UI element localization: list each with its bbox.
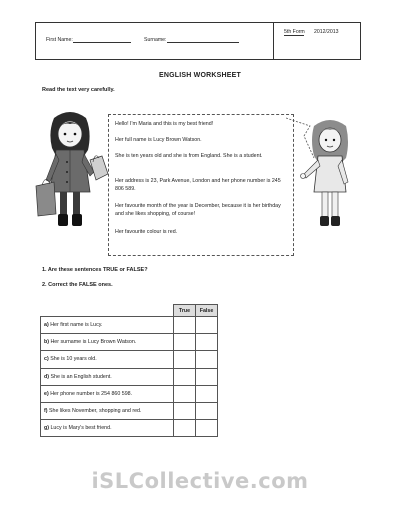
statement-text: She is an English student. xyxy=(50,373,112,380)
surname-label: Surname: xyxy=(144,37,167,43)
true-answer-cell[interactable] xyxy=(174,385,196,402)
false-answer-cell[interactable] xyxy=(196,351,218,368)
first-name-field[interactable] xyxy=(46,37,131,43)
form-label: 5th Form xyxy=(284,29,305,35)
statement-text: Lucy is Mary's best friend. xyxy=(50,425,112,432)
statement-cell xyxy=(41,402,174,419)
false-answer-cell[interactable] xyxy=(196,317,218,334)
page-title: ENGLISH WORKSHEET xyxy=(159,72,241,79)
statement-letter: e) xyxy=(44,390,49,397)
header-divider xyxy=(273,23,274,59)
text-paragraph: Her address is 23, Park Avenue, London and her phone number is 245 806 589. xyxy=(115,178,281,193)
true-answer-cell[interactable] xyxy=(174,402,196,419)
true-answer-cell[interactable] xyxy=(174,351,196,368)
true-column-header: True xyxy=(174,305,196,317)
table-row xyxy=(41,334,218,351)
instruction: Read the text very carefully. xyxy=(42,87,115,93)
text-paragraph: She is ten years old and she is from England. She is a student. xyxy=(115,153,263,159)
statement-cell xyxy=(41,351,174,368)
first-name-label: First Name: xyxy=(46,37,73,43)
false-column-header: False xyxy=(196,305,218,317)
text-paragraph: Her favourite colour is red. xyxy=(115,229,178,235)
statement-letter: f) xyxy=(44,408,48,415)
table-header-blank xyxy=(41,305,174,317)
site-watermark: iSLCollective.com xyxy=(91,469,309,493)
statement-text: Her phone number is 254 860 598. xyxy=(50,390,133,397)
statement-text: Her surname is Lucy Brown Watson. xyxy=(50,339,137,346)
school-year: 2012/2013 xyxy=(314,29,339,35)
text-paragraph: Her full name is Lucy Brown Watson. xyxy=(115,137,202,143)
false-answer-cell[interactable] xyxy=(196,385,218,402)
statement-cell xyxy=(41,385,174,402)
form-underline xyxy=(284,35,304,36)
girl-with-shopping-bags-illustration xyxy=(32,110,110,232)
text-paragraph: Hello! I'm Maria and this is my best friend! xyxy=(115,121,214,127)
statement-letter: d) xyxy=(44,373,49,380)
statement-cell xyxy=(41,420,174,437)
surname-field[interactable] xyxy=(144,37,239,43)
false-answer-cell[interactable] xyxy=(196,420,218,437)
statement-text: Her first name is Lucy. xyxy=(50,322,103,329)
false-answer-cell[interactable] xyxy=(196,368,218,385)
false-answer-cell[interactable] xyxy=(196,334,218,351)
table-row xyxy=(41,368,218,385)
girl-pointing-illustration xyxy=(300,116,360,230)
table-header-row xyxy=(41,305,218,317)
statement-text: She likes November, shopping and red. xyxy=(49,408,142,415)
question-2: 2. Correct the FALSE ones. xyxy=(42,282,113,288)
text-paragraph: Her favourite month of the year is December, because it is her birthday and she likes shopping, of course! xyxy=(115,203,281,218)
statement-text: She is 10 years old. xyxy=(50,356,97,363)
statement-cell xyxy=(41,334,174,351)
reading-text-box xyxy=(108,114,294,256)
true-false-table xyxy=(40,304,218,437)
statement-cell xyxy=(41,368,174,385)
statement-letter: b) xyxy=(44,339,49,346)
true-answer-cell[interactable] xyxy=(174,420,196,437)
true-answer-cell[interactable] xyxy=(174,317,196,334)
true-answer-cell[interactable] xyxy=(174,334,196,351)
false-answer-cell[interactable] xyxy=(196,402,218,419)
statement-letter: a) xyxy=(44,322,49,329)
statement-cell xyxy=(41,317,174,334)
table-row xyxy=(41,351,218,368)
table-row xyxy=(41,385,218,402)
header-box xyxy=(35,22,361,60)
statement-letter: c) xyxy=(44,356,49,363)
table-row xyxy=(41,420,218,437)
table-row xyxy=(41,402,218,419)
statement-letter: g) xyxy=(44,425,49,432)
table-row xyxy=(41,317,218,334)
question-1: 1. Are these sentences TRUE or FALSE? xyxy=(42,267,148,273)
true-answer-cell[interactable] xyxy=(174,368,196,385)
